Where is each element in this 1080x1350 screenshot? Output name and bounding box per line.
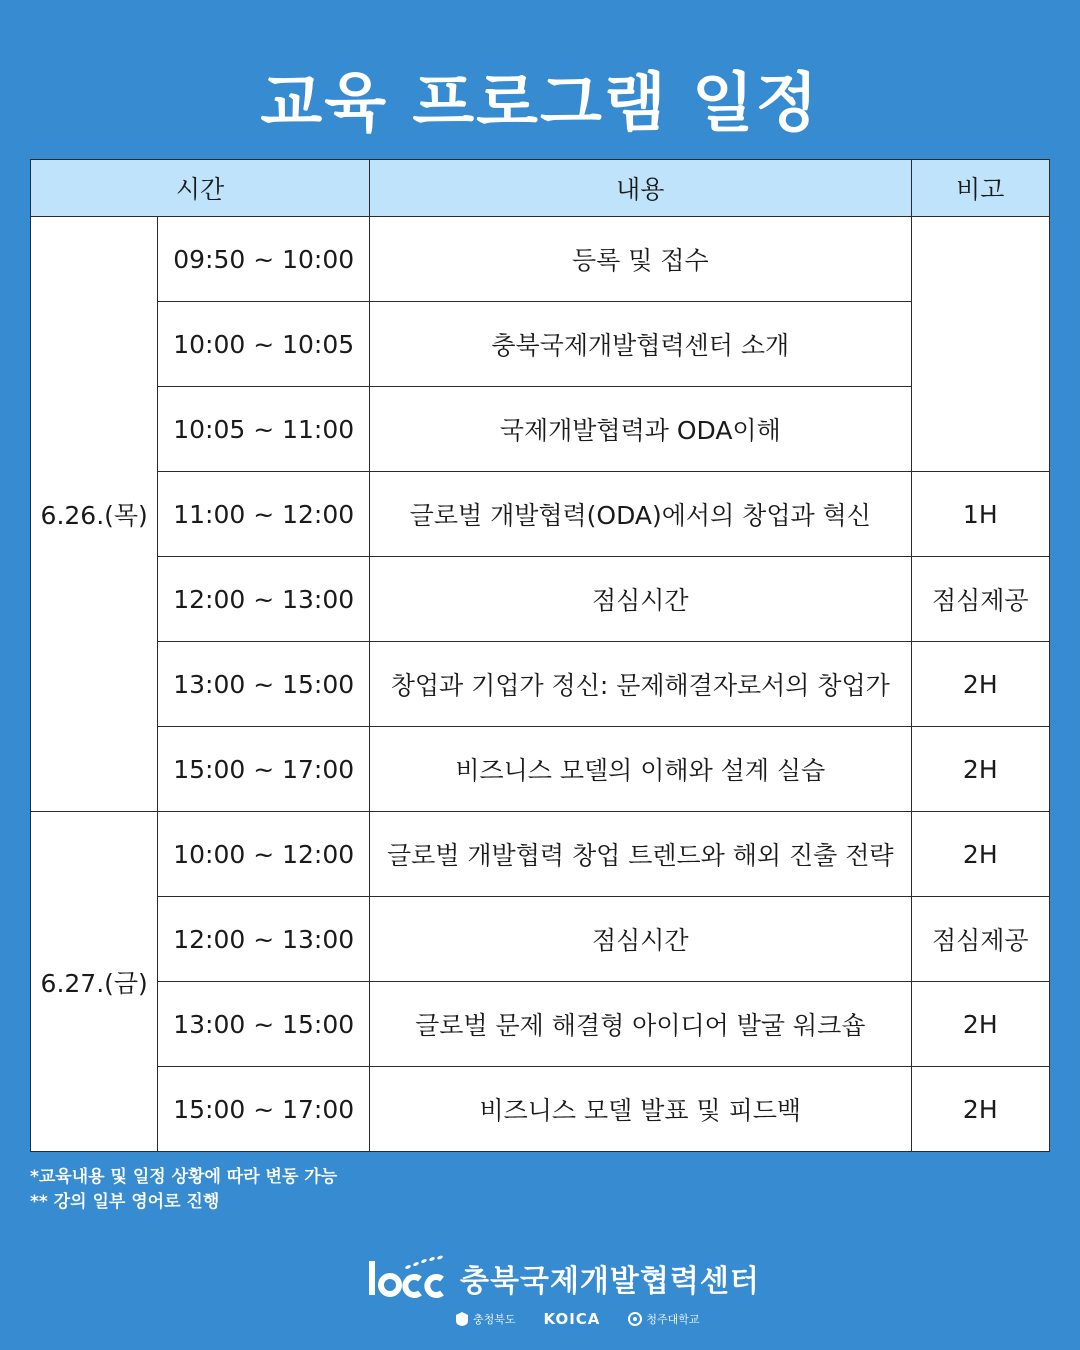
note-cell: 점심제공 [911, 557, 1049, 642]
time-cell: 15:00 ~ 17:00 [158, 727, 370, 812]
partner-logos [455, 1306, 700, 1332]
partner-cju: 청주대학교 [628, 1311, 699, 1327]
content-cell: 등록 및 접수 [369, 217, 911, 302]
content-cell: 글로벌 문제 해결형 아이디어 발굴 워크숍 [369, 982, 911, 1067]
table-row [31, 642, 1050, 727]
table-row [31, 897, 1050, 982]
time-cell: 11:00 ~ 12:00 [158, 472, 370, 557]
table-header-row [31, 160, 1050, 217]
day-label: 6.27.(금) [31, 812, 158, 1152]
note-cell [911, 217, 1049, 472]
footer [0, 1252, 1080, 1332]
note-cell: 2H [911, 982, 1049, 1067]
table-row [31, 1067, 1050, 1152]
header-note: 비고 [911, 160, 1049, 217]
notes [30, 1165, 337, 1215]
table-row [31, 812, 1050, 897]
note-line: *교육내용 및 일정 상황에 따라 변동 가능 [30, 1167, 338, 1187]
page-title: 교육 프로그램 일정 [260, 67, 820, 141]
table-row [31, 472, 1050, 557]
note-cell: 2H [911, 1067, 1049, 1152]
note-cell: 1H [911, 472, 1049, 557]
note-cell: 2H [911, 642, 1049, 727]
org-logo [368, 1252, 760, 1304]
time-cell: 10:05 ~ 11:00 [158, 387, 370, 472]
note-cell: 점심제공 [911, 897, 1049, 982]
content-cell: 글로벌 개발협력 창업 트렌드와 해외 진출 전략 [369, 812, 911, 897]
content-cell: 글로벌 개발협력(ODA)에서의 창업과 혁신 [369, 472, 911, 557]
time-cell: 10:00 ~ 10:05 [158, 302, 370, 387]
table-row [31, 387, 1050, 472]
time-cell: 13:00 ~ 15:00 [158, 642, 370, 727]
content-cell: 비즈니스 모델의 이해와 설계 실습 [369, 727, 911, 812]
time-cell: 12:00 ~ 13:00 [158, 557, 370, 642]
schedule-table [30, 159, 1050, 1152]
time-cell: 12:00 ~ 13:00 [158, 897, 370, 982]
partner-koica: KOICA [543, 1310, 601, 1328]
time-cell: 09:50 ~ 10:00 [158, 217, 370, 302]
content-cell: 점심시간 [369, 897, 911, 982]
table-row [31, 982, 1050, 1067]
time-cell: 15:00 ~ 17:00 [158, 1067, 370, 1152]
content-cell: 비즈니스 모델 발표 및 피드백 [369, 1067, 911, 1152]
table-row [31, 557, 1050, 642]
cbc-logo-icon [368, 1255, 448, 1301]
note-line: ** 강의 일부 영어로 진행 [30, 1192, 220, 1212]
org-name: 충북국제개발협력센터 [460, 1264, 760, 1299]
content-cell: 창업과 기업가 정신: 문제해결자로서의 창업가 [369, 642, 911, 727]
time-cell: 13:00 ~ 15:00 [158, 982, 370, 1067]
time-cell: 10:00 ~ 12:00 [158, 812, 370, 897]
content-cell: 점심시간 [369, 557, 911, 642]
chungbuk-emblem-icon [455, 1311, 469, 1327]
partner-chungbuk: 충청북도 [455, 1311, 516, 1327]
content-cell: 충북국제개발협력센터 소개 [369, 302, 911, 387]
note-cell: 2H [911, 812, 1049, 897]
day-label: 6.26.(목) [31, 217, 158, 812]
note-cell: 2H [911, 727, 1049, 812]
content-cell: 국제개발협력과 ODA이해 [369, 387, 911, 472]
header-time: 시간 [31, 160, 370, 217]
table-row [31, 727, 1050, 812]
table-row [31, 302, 1050, 387]
cju-emblem-icon [628, 1312, 642, 1326]
header-content: 내용 [369, 160, 911, 217]
table-row [31, 217, 1050, 302]
